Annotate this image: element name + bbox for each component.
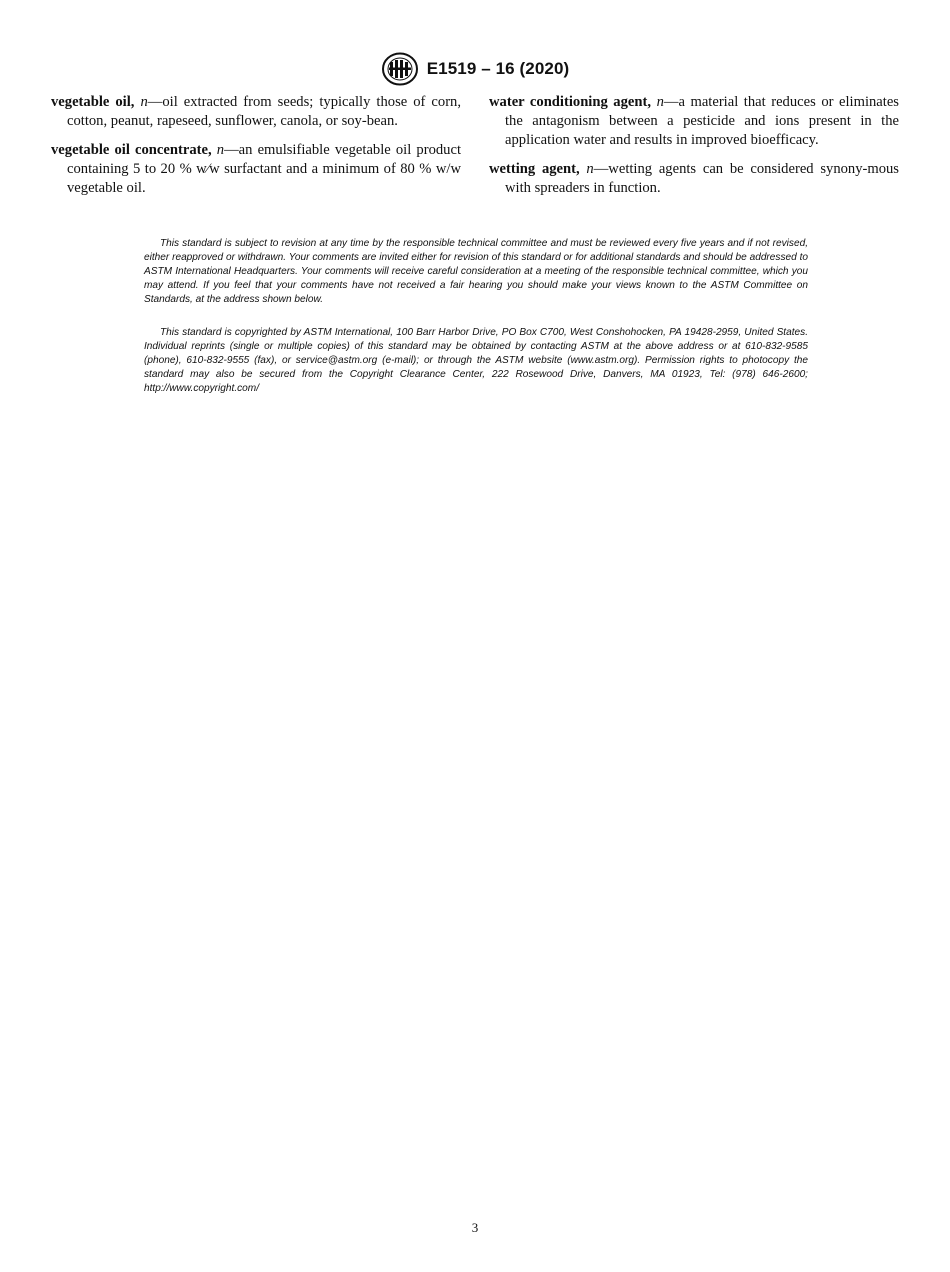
part-of-speech: n (656, 94, 664, 110)
definition-text: —an emulsifiable vegetable oil product containing 5 to 20 % w⁄w surfactant and a minimum of 80 % w/w vegetable oil. (67, 142, 462, 196)
revision-notice: This standard is subject to revision at any time by the responsible technical committee and must be reviewed every five years and if not revised, either reapproved or withdrawn. Your comments are invited either for revision of this standard or for additional standards and should be addressed to ASTM International Headquarters. Your comments will receive careful consideration at a meeting of the responsible technical committee, which you may attend. If you feel that your comments have not received a fair hearing you should make your views known to the ASTM Committee on Standards, at the address shown below. (144, 238, 808, 305)
part-of-speech: n (216, 142, 225, 158)
definitions-left-column (51, 93, 461, 208)
definition-wetting-agent (489, 160, 899, 198)
term: water conditioning agent, (489, 94, 652, 110)
term: vegetable oil concentrate, (51, 142, 212, 158)
definition-text: —oil extracted from seeds; typically those of corn, cotton, peanut, rapeseed, sunflower, canola, or soy-bean. (67, 94, 462, 129)
part-of-speech: n (586, 161, 594, 177)
astm-logo-icon (381, 52, 419, 86)
definition-water-conditioning-agent (489, 93, 899, 150)
definitions-right-column (489, 93, 899, 208)
definition-vegetable-oil-concentrate (51, 141, 461, 198)
definition-vegetable-oil (51, 93, 461, 131)
part-of-speech: n (140, 94, 148, 110)
page-number: 3 (471, 1220, 479, 1235)
definition-text: —a material that reduces or eliminates the antagonism between a pesticide and ions present in the application water and results in improved bioefficacy. (505, 94, 899, 148)
definition-text: —wetting agents can be considered synony-mous with spreaders in function. (505, 161, 899, 196)
standard-designation: E1519 – 16 (2020) (426, 59, 570, 78)
term: wetting agent, (489, 161, 580, 177)
term: vegetable oil, (51, 94, 135, 110)
page-header (0, 52, 950, 86)
copyright-notice: This standard is copyrighted by ASTM International, 100 Barr Harbor Drive, PO Box C700, West Conshohocken, PA 19428-2959, United States. Individual reprints (single or multiple copies) of this standard may be obtained by contacting ASTM at the above address or at 610-832-9585 (phone), 610-832-9555 (fax), or service@astm.org (e-mail); or through the ASTM website (www.astm.org). Permission rights to photocopy the standard may also be secured from the Copyright Clearance Center, 222 Rosewood Drive, Danvers, MA 01923, Tel: (978) 646-2600; http://www.copyright.com/ (144, 327, 808, 394)
